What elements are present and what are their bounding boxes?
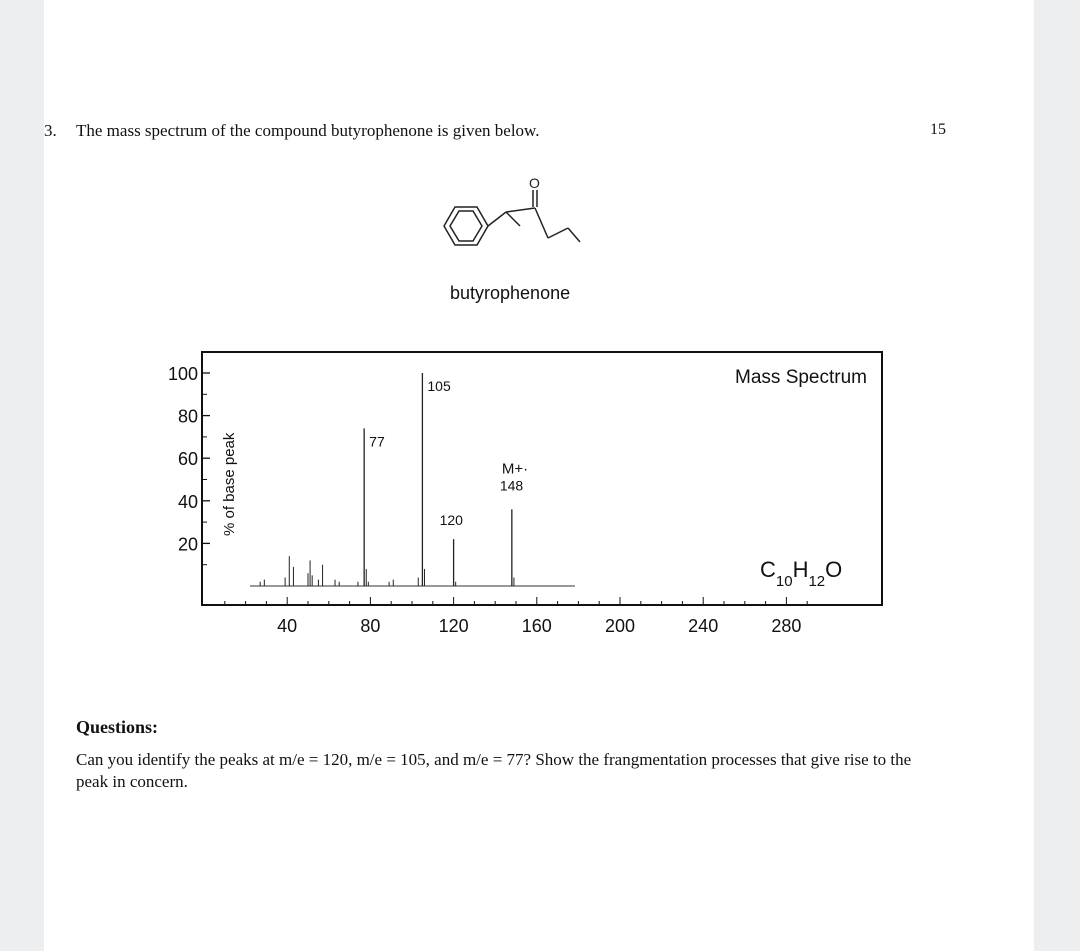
molecular-ion-label: M+· (501, 460, 529, 478)
carbonyl-double-bond-b (506, 208, 535, 212)
question-number: 3. (44, 121, 57, 140)
formula-element: O (825, 557, 843, 582)
y-tick-label: 40 (177, 491, 198, 512)
y-tick-label: 100 (167, 364, 198, 384)
ring-to-carbonyl-bond (488, 212, 506, 226)
formula-subscript: 10 (775, 572, 793, 590)
chain-bond-2 (548, 228, 568, 238)
question-marks: 15 (930, 121, 946, 138)
chain-bond-1 (535, 208, 548, 238)
y-tick-label: 60 (177, 449, 198, 470)
peak-label-105: 105 (427, 378, 451, 394)
chain-bond-3 (568, 228, 580, 242)
formula-subscript: 12 (808, 572, 826, 590)
x-tick-label: 120 (438, 616, 469, 636)
mass-spectrum-chart (150, 345, 905, 645)
butyrophenone-structure (430, 175, 600, 256)
y-tick-label: 80 (177, 406, 198, 427)
x-tick-label: 200 (604, 616, 636, 636)
y-axis-label: % of base peak (221, 432, 238, 536)
molecule-name: butyrophenone (450, 283, 571, 303)
x-tick-label: 40 (277, 616, 298, 636)
chart-frame (202, 352, 882, 605)
formula-element: H (792, 557, 809, 582)
y-tick-label: 20 (177, 534, 198, 555)
questions-section (76, 717, 936, 793)
molecular-formula (760, 557, 842, 590)
peak-label-120: 120 (439, 512, 463, 529)
labels-group (369, 378, 528, 528)
carbonyl-double-bond-a (506, 212, 520, 226)
benzene-inner-ring (450, 211, 482, 241)
questions-body: Can you identify the peaks at m/e = 120, m/e = 105, and m/e = 77? Show the frangmentation processes that give rise to the peak in concern. (76, 750, 912, 791)
questions-heading: Questions: (76, 717, 159, 737)
x-tick-label: 240 (688, 616, 719, 636)
question-text: The mass spectrum of the compound butyrophenone is given below. (76, 121, 540, 140)
x-tick-label: 280 (771, 616, 802, 636)
peak-label-148: 148 (499, 477, 524, 494)
peaks-group (260, 373, 514, 586)
x-tick-label: 160 (521, 616, 552, 636)
oxygen-label: O (529, 175, 540, 191)
ticks-group (168, 364, 807, 636)
chart-title: Mass Spectrum (735, 367, 867, 388)
x-tick-label: 80 (360, 616, 381, 636)
formula-element: C (760, 557, 776, 582)
peak-label-77: 77 (369, 433, 385, 450)
